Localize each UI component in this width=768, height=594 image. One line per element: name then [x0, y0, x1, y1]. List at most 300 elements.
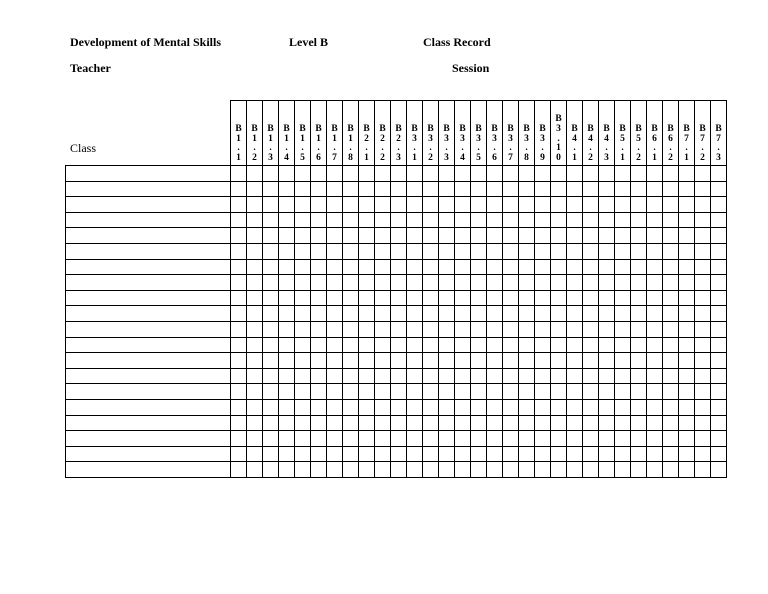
score-cell: [471, 353, 487, 369]
score-cell: [327, 321, 343, 337]
score-cell: [279, 353, 295, 369]
score-cell: [423, 306, 439, 322]
score-cell: [455, 275, 471, 291]
score-cell: [647, 228, 663, 244]
score-cell: [663, 228, 679, 244]
score-cell: [535, 384, 551, 400]
score-cell: [615, 306, 631, 322]
score-cell: [311, 431, 327, 447]
score-cell: [407, 462, 423, 478]
score-cell: [599, 353, 615, 369]
score-cell: [711, 368, 727, 384]
score-cell: [551, 228, 567, 244]
score-cell: [311, 306, 327, 322]
column-code: B 3 . 8: [523, 123, 530, 164]
column-code: B 3 . 5: [475, 123, 482, 164]
score-cell: [455, 431, 471, 447]
score-cell: [439, 290, 455, 306]
score-cell: [295, 353, 311, 369]
score-cell: [583, 384, 599, 400]
score-cell: [327, 306, 343, 322]
score-cell: [231, 415, 247, 431]
student-name-cell: [66, 259, 231, 275]
score-cell: [471, 306, 487, 322]
score-cell: [311, 384, 327, 400]
score-cell: [359, 462, 375, 478]
column-code: B 3 . 3: [443, 123, 450, 164]
score-cell: [663, 166, 679, 182]
score-cell: [407, 431, 423, 447]
score-cell: [615, 384, 631, 400]
score-cell: [359, 337, 375, 353]
score-cell: [279, 415, 295, 431]
column-header: [375, 101, 391, 166]
score-cell: [455, 290, 471, 306]
score-cell: [375, 306, 391, 322]
score-cell: [663, 446, 679, 462]
score-cell: [599, 243, 615, 259]
score-cell: [679, 212, 695, 228]
score-cell: [231, 181, 247, 197]
score-cell: [375, 181, 391, 197]
column-header: [423, 101, 439, 166]
score-cell: [503, 399, 519, 415]
score-cell: [519, 431, 535, 447]
score-cell: [263, 181, 279, 197]
class-record-table: [65, 100, 727, 478]
score-cell: [663, 431, 679, 447]
score-cell: [567, 228, 583, 244]
score-cell: [567, 181, 583, 197]
column-header: [311, 101, 327, 166]
score-cell: [599, 446, 615, 462]
score-cell: [631, 337, 647, 353]
score-cell: [423, 368, 439, 384]
score-cell: [503, 321, 519, 337]
score-cell: [631, 368, 647, 384]
column-code: B 3 . 1 0: [555, 114, 562, 164]
score-cell: [615, 399, 631, 415]
score-cell: [311, 228, 327, 244]
score-cell: [487, 431, 503, 447]
program-title: Development of Mental Skills: [70, 35, 221, 49]
score-cell: [663, 415, 679, 431]
score-cell: [439, 166, 455, 182]
score-cell: [647, 321, 663, 337]
score-cell: [343, 212, 359, 228]
score-cell: [711, 306, 727, 322]
score-cell: [695, 321, 711, 337]
score-cell: [423, 321, 439, 337]
score-cell: [391, 446, 407, 462]
score-cell: [679, 446, 695, 462]
score-cell: [487, 290, 503, 306]
table-row: [66, 384, 727, 400]
score-cell: [423, 337, 439, 353]
column-header: [439, 101, 455, 166]
score-cell: [487, 415, 503, 431]
score-cell: [471, 384, 487, 400]
score-cell: [455, 228, 471, 244]
score-cell: [279, 181, 295, 197]
score-cell: [631, 306, 647, 322]
score-cell: [327, 384, 343, 400]
score-cell: [263, 197, 279, 213]
student-name-cell: [66, 166, 231, 182]
score-cell: [551, 384, 567, 400]
score-cell: [455, 197, 471, 213]
score-cell: [503, 353, 519, 369]
score-cell: [663, 212, 679, 228]
score-cell: [439, 275, 455, 291]
score-cell: [615, 353, 631, 369]
score-cell: [231, 259, 247, 275]
score-cell: [567, 415, 583, 431]
column-header: [487, 101, 503, 166]
score-cell: [695, 290, 711, 306]
column-header: [471, 101, 487, 166]
score-cell: [327, 462, 343, 478]
student-name-cell: [66, 337, 231, 353]
score-cell: [311, 399, 327, 415]
column-code: B 1 . 1: [235, 123, 242, 164]
score-cell: [711, 399, 727, 415]
score-cell: [503, 243, 519, 259]
student-name-cell: [66, 353, 231, 369]
score-cell: [439, 306, 455, 322]
score-cell: [599, 181, 615, 197]
score-cell: [263, 384, 279, 400]
score-cell: [711, 181, 727, 197]
score-cell: [359, 368, 375, 384]
score-cell: [679, 368, 695, 384]
score-cell: [279, 384, 295, 400]
score-cell: [295, 259, 311, 275]
score-cell: [423, 353, 439, 369]
student-name-cell: [66, 228, 231, 244]
student-name-cell: [66, 181, 231, 197]
column-code: B 1 . 7: [331, 123, 338, 164]
score-cell: [247, 431, 263, 447]
score-cell: [295, 384, 311, 400]
score-cell: [359, 212, 375, 228]
score-cell: [455, 368, 471, 384]
score-cell: [487, 321, 503, 337]
score-cell: [407, 197, 423, 213]
score-cell: [631, 166, 647, 182]
score-cell: [279, 446, 295, 462]
score-cell: [407, 415, 423, 431]
score-cell: [391, 337, 407, 353]
score-cell: [359, 290, 375, 306]
score-cell: [327, 446, 343, 462]
score-cell: [631, 384, 647, 400]
score-cell: [695, 462, 711, 478]
score-cell: [279, 197, 295, 213]
score-cell: [343, 181, 359, 197]
score-cell: [679, 353, 695, 369]
score-cell: [247, 259, 263, 275]
score-cell: [695, 399, 711, 415]
table-row: [66, 368, 727, 384]
score-cell: [359, 446, 375, 462]
score-cell: [519, 275, 535, 291]
column-code: B 4 . 2: [587, 123, 594, 164]
score-cell: [599, 306, 615, 322]
score-cell: [231, 197, 247, 213]
score-cell: [439, 337, 455, 353]
score-cell: [407, 243, 423, 259]
column-header: [583, 101, 599, 166]
column-code: B 3 . 2: [427, 123, 434, 164]
score-cell: [455, 243, 471, 259]
score-cell: [695, 446, 711, 462]
score-cell: [711, 197, 727, 213]
score-cell: [535, 415, 551, 431]
score-cell: [359, 353, 375, 369]
score-cell: [615, 321, 631, 337]
score-cell: [631, 259, 647, 275]
column-header: [407, 101, 423, 166]
score-cell: [295, 431, 311, 447]
score-cell: [455, 462, 471, 478]
score-cell: [247, 415, 263, 431]
score-cell: [663, 243, 679, 259]
header-row: [66, 101, 727, 166]
score-cell: [327, 337, 343, 353]
score-cell: [439, 181, 455, 197]
score-cell: [391, 275, 407, 291]
score-cell: [247, 462, 263, 478]
score-cell: [343, 243, 359, 259]
column-header: [679, 101, 695, 166]
score-cell: [583, 399, 599, 415]
score-cell: [439, 431, 455, 447]
column-header: [711, 101, 727, 166]
score-cell: [439, 321, 455, 337]
score-cell: [279, 290, 295, 306]
score-cell: [567, 275, 583, 291]
score-cell: [279, 337, 295, 353]
score-cell: [487, 275, 503, 291]
score-cell: [471, 259, 487, 275]
score-cell: [471, 415, 487, 431]
score-cell: [599, 275, 615, 291]
score-cell: [359, 275, 375, 291]
score-cell: [503, 275, 519, 291]
column-header: [279, 101, 295, 166]
score-cell: [231, 462, 247, 478]
table-row: [66, 212, 727, 228]
score-cell: [487, 306, 503, 322]
score-cell: [535, 353, 551, 369]
score-cell: [423, 415, 439, 431]
table-row: [66, 415, 727, 431]
score-cell: [439, 368, 455, 384]
score-cell: [295, 275, 311, 291]
score-cell: [295, 166, 311, 182]
score-cell: [391, 212, 407, 228]
session-label: Session: [452, 61, 490, 75]
score-cell: [343, 166, 359, 182]
score-cell: [679, 243, 695, 259]
score-cell: [343, 228, 359, 244]
score-cell: [631, 462, 647, 478]
teacher-label: Teacher: [70, 61, 111, 75]
score-cell: [327, 353, 343, 369]
score-cell: [583, 431, 599, 447]
column-code: B 2 . 2: [379, 123, 386, 164]
score-cell: [231, 368, 247, 384]
score-cell: [519, 212, 535, 228]
score-cell: [455, 321, 471, 337]
score-cell: [311, 446, 327, 462]
score-cell: [439, 415, 455, 431]
score-cell: [247, 446, 263, 462]
column-header: [263, 101, 279, 166]
score-cell: [263, 368, 279, 384]
score-cell: [679, 275, 695, 291]
score-cell: [407, 259, 423, 275]
score-cell: [471, 228, 487, 244]
score-cell: [375, 166, 391, 182]
score-cell: [391, 306, 407, 322]
score-cell: [423, 431, 439, 447]
score-cell: [711, 259, 727, 275]
score-cell: [583, 446, 599, 462]
column-header: [647, 101, 663, 166]
table-row: [66, 337, 727, 353]
column-header: [503, 101, 519, 166]
score-cell: [247, 290, 263, 306]
score-cell: [327, 290, 343, 306]
score-cell: [615, 243, 631, 259]
column-code: B 1 . 8: [347, 123, 354, 164]
column-code: B 7 . 3: [715, 123, 722, 164]
student-name-cell: [66, 415, 231, 431]
score-cell: [503, 166, 519, 182]
column-header: [247, 101, 263, 166]
score-cell: [327, 399, 343, 415]
student-name-cell: [66, 243, 231, 259]
score-cell: [471, 368, 487, 384]
score-cell: [343, 353, 359, 369]
score-cell: [631, 197, 647, 213]
score-cell: [695, 415, 711, 431]
score-cell: [599, 197, 615, 213]
score-cell: [391, 243, 407, 259]
score-cell: [567, 212, 583, 228]
score-cell: [279, 399, 295, 415]
score-cell: [439, 399, 455, 415]
score-cell: [375, 228, 391, 244]
score-cell: [471, 446, 487, 462]
score-cell: [391, 290, 407, 306]
score-cell: [583, 353, 599, 369]
score-cell: [455, 181, 471, 197]
score-cell: [279, 228, 295, 244]
score-cell: [423, 462, 439, 478]
score-cell: [471, 212, 487, 228]
score-cell: [599, 399, 615, 415]
score-cell: [535, 181, 551, 197]
score-cell: [567, 321, 583, 337]
score-cell: [503, 431, 519, 447]
score-cell: [503, 212, 519, 228]
score-cell: [359, 321, 375, 337]
score-cell: [503, 228, 519, 244]
column-header: [343, 101, 359, 166]
score-cell: [583, 181, 599, 197]
table-row: [66, 399, 727, 415]
score-cell: [503, 290, 519, 306]
score-cell: [375, 431, 391, 447]
score-cell: [503, 462, 519, 478]
score-cell: [535, 462, 551, 478]
score-cell: [567, 197, 583, 213]
score-cell: [519, 259, 535, 275]
score-cell: [279, 321, 295, 337]
score-cell: [391, 462, 407, 478]
score-cell: [647, 415, 663, 431]
score-cell: [711, 415, 727, 431]
student-name-cell: [66, 212, 231, 228]
score-cell: [519, 166, 535, 182]
score-cell: [375, 337, 391, 353]
score-cell: [263, 399, 279, 415]
column-code: B 3 . 6: [491, 123, 498, 164]
score-cell: [295, 321, 311, 337]
score-cell: [567, 384, 583, 400]
score-cell: [263, 243, 279, 259]
class-header-cell: [66, 101, 231, 166]
score-cell: [551, 166, 567, 182]
score-cell: [311, 337, 327, 353]
column-code: B 3 . 9: [539, 123, 546, 164]
score-cell: [295, 197, 311, 213]
score-cell: [407, 368, 423, 384]
score-cell: [567, 306, 583, 322]
score-cell: [311, 415, 327, 431]
score-cell: [695, 197, 711, 213]
score-cell: [231, 353, 247, 369]
score-cell: [471, 321, 487, 337]
score-cell: [455, 259, 471, 275]
score-cell: [439, 353, 455, 369]
score-cell: [615, 259, 631, 275]
score-cell: [615, 181, 631, 197]
score-cell: [551, 353, 567, 369]
score-cell: [631, 228, 647, 244]
column-code: B 4 . 3: [603, 123, 610, 164]
score-cell: [695, 368, 711, 384]
score-cell: [551, 337, 567, 353]
column-header: [631, 101, 647, 166]
score-cell: [311, 166, 327, 182]
column-header: [615, 101, 631, 166]
score-cell: [375, 259, 391, 275]
score-cell: [263, 290, 279, 306]
score-cell: [583, 275, 599, 291]
score-cell: [439, 228, 455, 244]
score-cell: [663, 181, 679, 197]
score-cell: [503, 415, 519, 431]
score-cell: [535, 321, 551, 337]
score-cell: [535, 446, 551, 462]
score-cell: [231, 275, 247, 291]
score-cell: [583, 212, 599, 228]
score-cell: [231, 290, 247, 306]
